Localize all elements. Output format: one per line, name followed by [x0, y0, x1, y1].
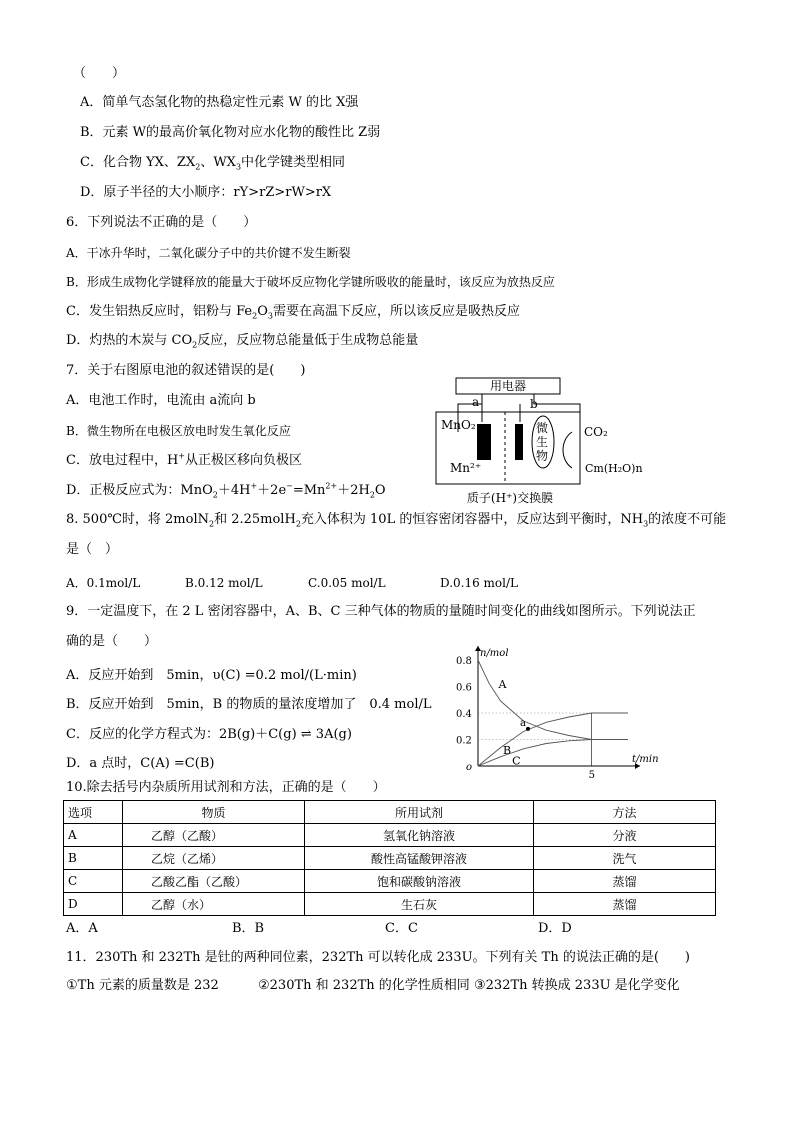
electrode-a	[477, 424, 491, 460]
q11-statement-1: ①Th 元素的质量数是 232	[66, 978, 219, 993]
series-label-B: B	[503, 744, 512, 758]
q9-option-d: D．a 点时，C(A) =C(B)	[66, 756, 215, 771]
cell-reagent: 氢氧化钠溶液	[305, 824, 534, 847]
series-label-A: A	[498, 677, 507, 691]
q5-paren: （ ）	[73, 66, 126, 81]
cell-substance: 乙醇（乙酸）	[123, 824, 305, 847]
q7-option-b: B．微生物所在电极区放电时发生氧化反应	[66, 424, 291, 438]
q10-answer-d: D．D	[538, 921, 572, 936]
q5-option-b: B．元素 W的最高价氧化物对应水化物的酸性比 Z弱	[80, 125, 381, 140]
q9-option-c: C．反应的化学方程式为：2B(g)＋C(g) ⇌ 3A(g)	[66, 727, 352, 742]
col-reagent: 所用试剂	[305, 801, 534, 824]
q5-option-a: A．简单气态氢化物的热稳定性元素 W 的比 X强	[80, 95, 359, 110]
q9-option-a: A．反应开始到 5min，υ(C) =0.2 mol/(L·min)	[66, 668, 357, 683]
col-method: 方法	[534, 801, 716, 824]
q8-option-d: D.0.16 mol/L	[440, 576, 518, 590]
col-substance: 物质	[123, 801, 305, 824]
x-tick-label: 5	[588, 770, 596, 781]
series-label-C: C	[512, 754, 521, 768]
cell-substance: 乙醇（水）	[123, 893, 305, 916]
y-axis-label: n/mol	[480, 648, 509, 659]
carbohydrate-label: Cm(H₂O)n	[585, 462, 643, 475]
q6-option-a: A．干冰升华时，二氧化碳分子中的共价键不发生断裂	[66, 246, 351, 260]
y-tick-label: 0.2	[456, 735, 472, 747]
point-a-marker	[526, 727, 530, 731]
table-row	[64, 847, 716, 870]
q7-stem: 7．关于右图原电池的叙述错误的是( )	[66, 363, 306, 378]
label-a: a	[472, 395, 480, 409]
cell-option: A	[64, 824, 123, 847]
y-tick-label: 0.8	[456, 656, 472, 667]
cell-method: 分液	[534, 824, 716, 847]
q9-chart	[450, 638, 659, 781]
q5-option-c: C．化合物 YX、$ZX_2$、$WX_3$中化学键类型相同	[80, 155, 346, 172]
membrane-label: 质子(H⁺)交换膜	[466, 491, 554, 505]
q9-option-b: B．反应开始到 5min，B 的物质的量浓度增加了 0.4 mol/L	[66, 697, 432, 712]
q8-option-c: C.0.05 mol/L	[308, 576, 386, 590]
col-option: 选项	[64, 801, 123, 824]
cell-option: D	[64, 893, 123, 916]
q8-stem-line2: 是（ ）	[66, 542, 119, 557]
q8-option-a: A．0.1mol/L	[66, 576, 141, 590]
q6-stem: 6．下列说法不正确的是（ ）	[66, 215, 257, 230]
q5-option-d: D．原子半径的大小顺序：rY>rZ>rW>rX	[80, 185, 332, 200]
q10-header-row	[64, 801, 716, 824]
table-row	[64, 824, 716, 847]
cell-reagent: 生石灰	[305, 893, 534, 916]
battery-figure	[432, 374, 642, 506]
cell-option: C	[64, 870, 123, 893]
q7-option-d: D．正极反应式为：$MnO_2+4H^++2e^-=Mn^{2+}+2H_2O$	[66, 481, 386, 500]
q7-option-a: A．电池工作时，电流由 a流向 b	[66, 393, 256, 408]
y-tick-label: 0.4	[456, 709, 472, 720]
mno2-label: MnO₂	[441, 418, 476, 432]
reaction-arrow	[563, 432, 572, 468]
q11-statement-2: ②230Th 和 232Th 的化学性质相同	[258, 978, 470, 993]
cell-method: 洗气	[534, 847, 716, 870]
q11-statement-3: ③232Th 转换成 233U 是化学变化	[474, 978, 680, 993]
q9-stem-line2: 确的是（ ）	[66, 634, 158, 649]
q6-option-d: D．灼热的木炭与 $CO_2$反应，反应物总能量低于生成物总能量	[66, 333, 419, 350]
q6-option-c: C．发生铝热反应时，铝粉与 $Fe_2O_3$需要在高温下反应，所以该反应是吸热反应	[66, 304, 520, 321]
cell-option: B	[64, 847, 123, 870]
q8-option-b: B.0.12 mol/L	[185, 576, 263, 590]
q10-answer-c: C．C	[385, 921, 418, 936]
q11-stem: 11．230Th 和 232Th 是钍的两种同位素，232Th 可以转化成 233U。下列有关 Th 的说法正确的是( )	[66, 950, 690, 965]
q10-answer-a: A．A	[66, 921, 98, 936]
cell-method: 蒸馏	[534, 893, 716, 916]
q10-stem: 10.除去括号内杂质所用试剂和方法，正确的是（ ）	[66, 780, 386, 795]
table-row	[64, 870, 716, 893]
cell-reagent: 饱和碳酸钠溶液	[305, 870, 534, 893]
cell-substance: 乙酸乙酯（乙酸）	[123, 870, 305, 893]
mn-label: Mn²⁺	[450, 461, 482, 475]
q9-stem-line1: 9．一定温度下，在 2 L 密闭容器中，A、B、C 三种气体的物质的量随时间变化的曲线如图所示。下列说法正	[66, 604, 696, 619]
x-axis-label: t/min	[632, 754, 659, 765]
micro-char-2: 生	[536, 435, 549, 449]
micro-char-1: 微	[536, 421, 549, 435]
point-a-label: a	[520, 717, 526, 729]
origin-label: o	[466, 762, 473, 773]
q10-answer-b: B．B	[232, 921, 265, 936]
q7-option-c: C．放电过程中，H+从正极区移向负极区	[66, 451, 303, 468]
q6-option-b: B．形成生成物化学键释放的能量大于破坏反应物化学键所吸收的能量时，该反应为放热反应	[66, 275, 555, 289]
series-line-A	[478, 660, 628, 740]
series-line-C	[478, 740, 628, 767]
table-row	[64, 893, 716, 916]
label-b: b	[530, 397, 538, 411]
y-tick-label: 0.6	[456, 682, 472, 694]
cell-substance: 乙烷（乙烯）	[123, 847, 305, 870]
co2-label: CO₂	[584, 425, 608, 439]
q8-stem-line1: 8. 500℃时，将 2molN$_2$和 2.25molH$_2$充入体积为 10L 的恒容密闭容器中，反应达到平衡时，$NH_3$的浓度不可能	[66, 512, 727, 529]
electrode-b	[515, 424, 523, 460]
micro-char-3: 物	[536, 449, 549, 463]
q10-table	[63, 800, 716, 916]
cell-reagent: 酸性高锰酸钾溶液	[305, 847, 534, 870]
cell-method: 蒸馏	[534, 870, 716, 893]
device-label: 用电器	[489, 379, 527, 393]
